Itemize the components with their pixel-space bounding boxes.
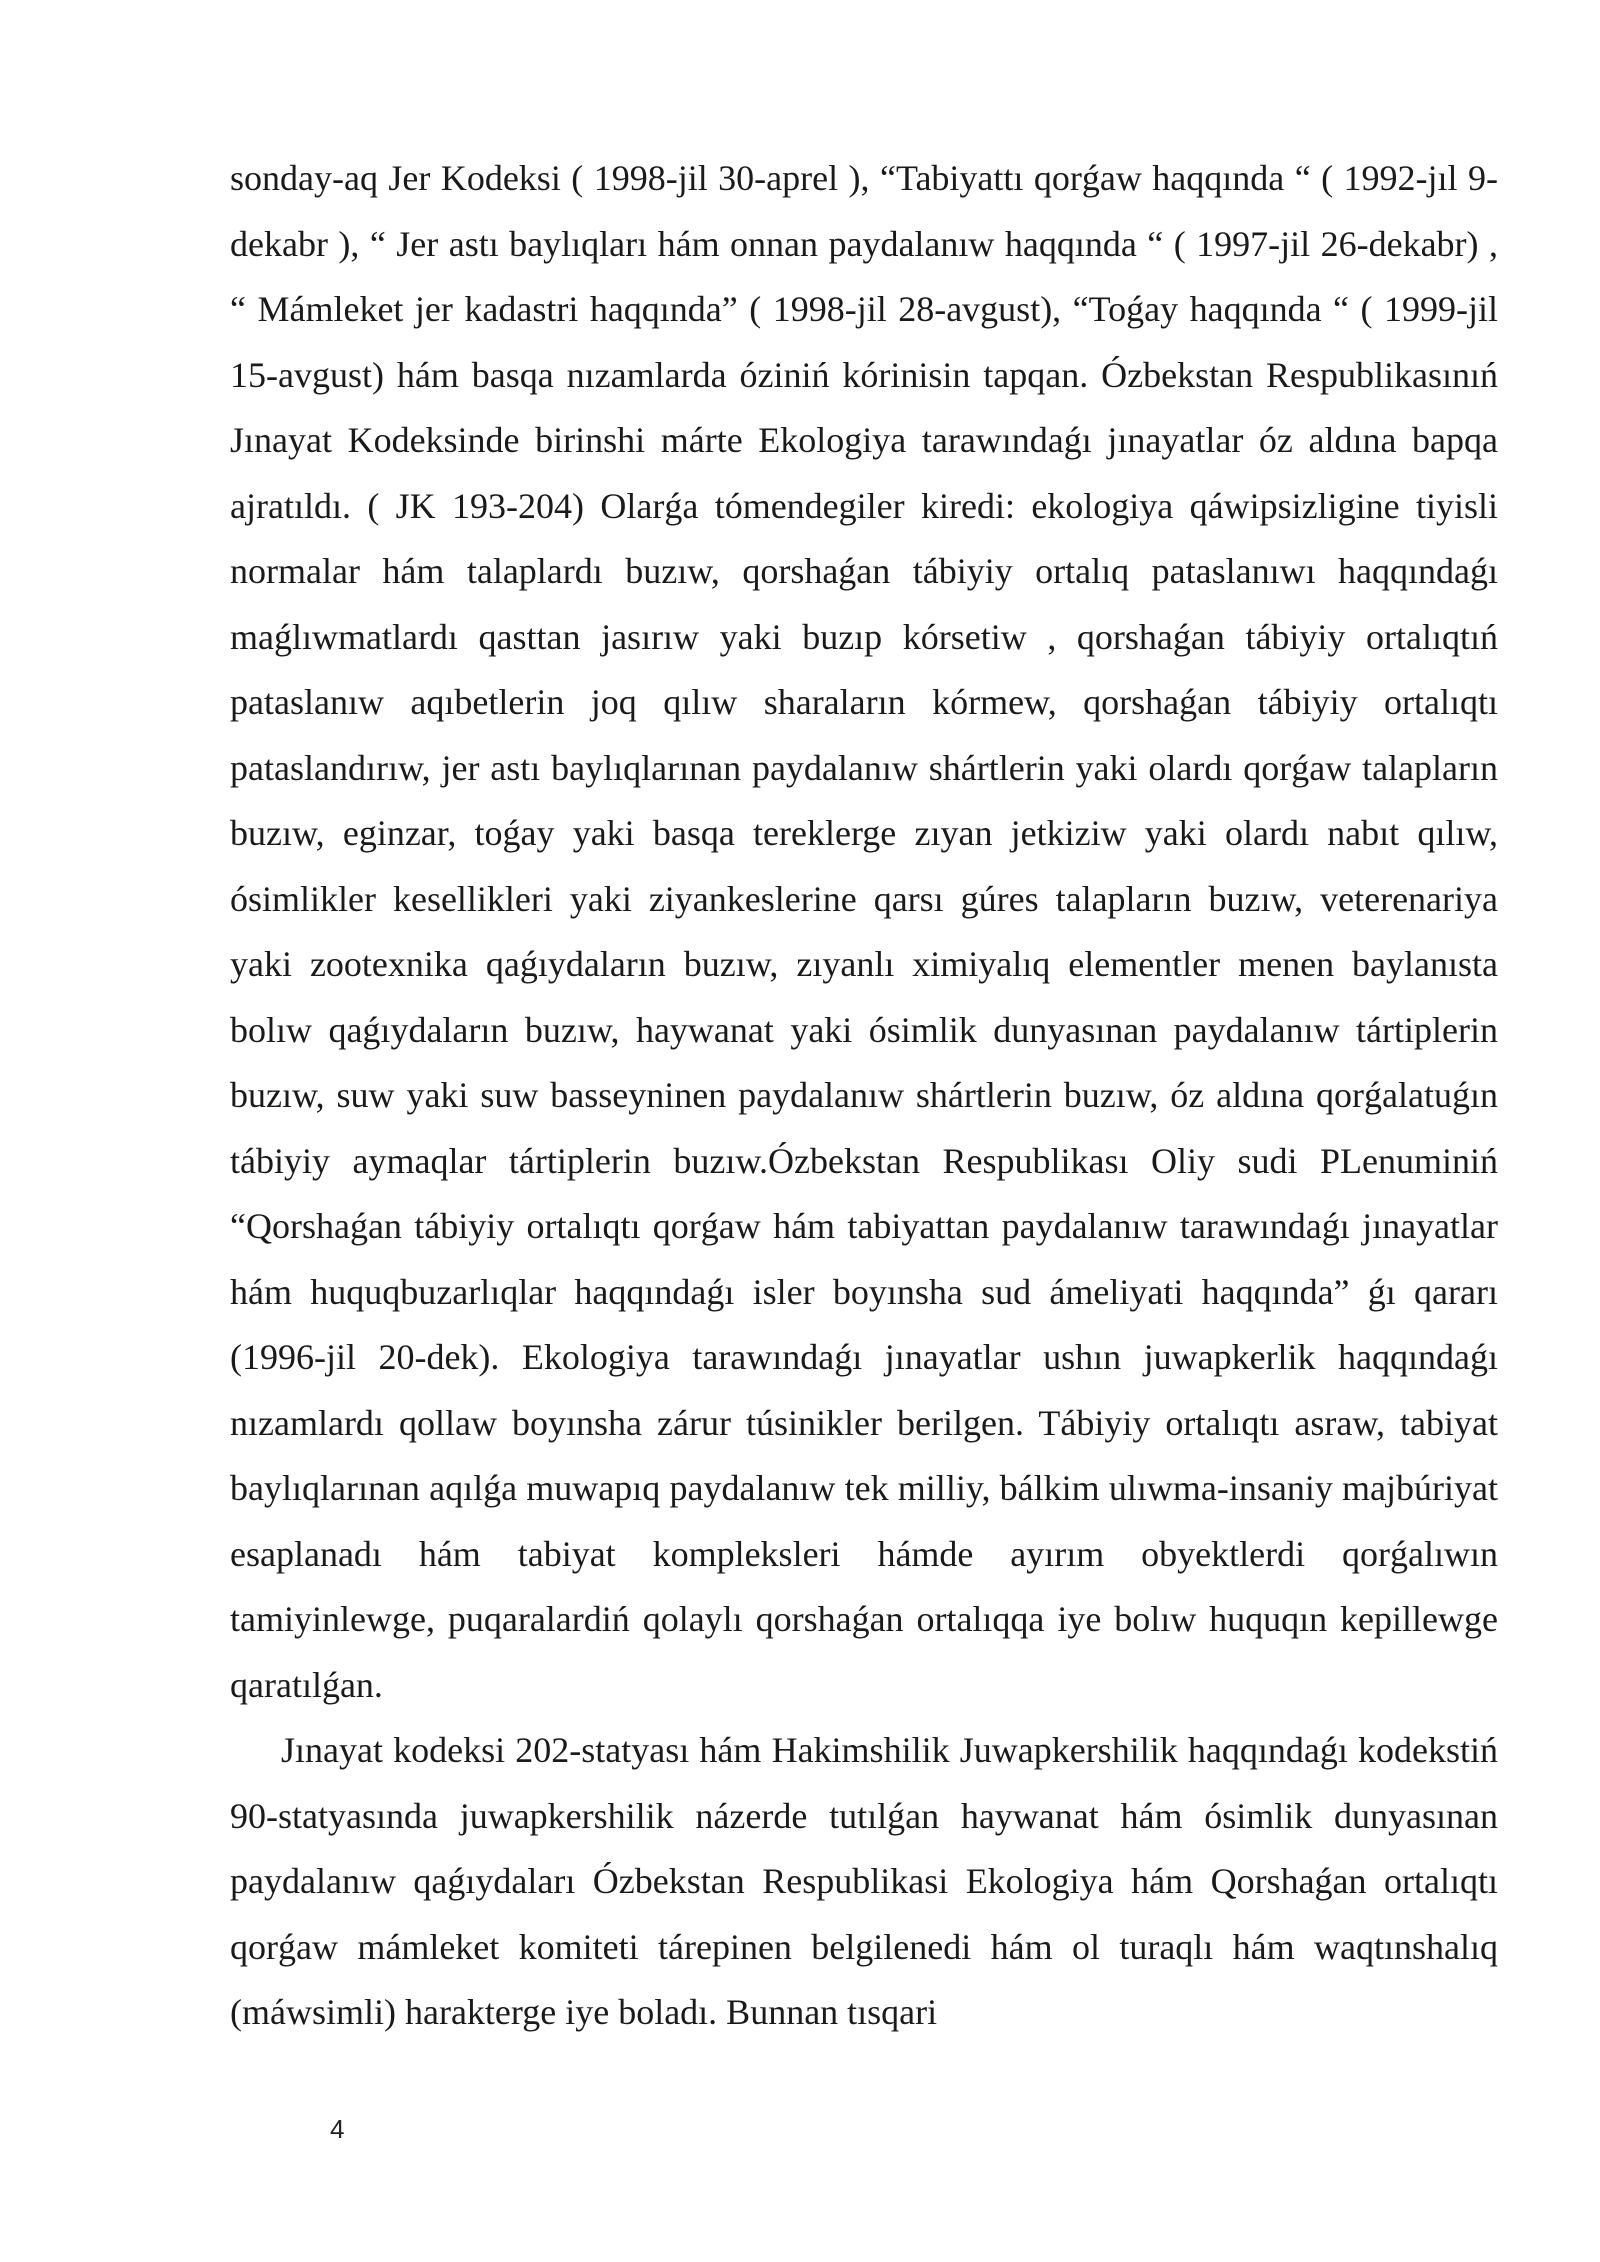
paragraph-1: sonday-aq Jer Kodeksi ( 1998-jil 30-aprel ), “Tabiyattı qorǵaw haqqında “ ( 1992-jıl 9-dekabr ), “ Jer astı baylıqları hám onnan paydalanıw haqqında “ ( 1997-jil 26-dekabr) , “ Mámleket jer kadastri haqqında” ( 1998-jil 28-avgust), “Toǵay haqqında “ ( 1999-jil 15-avgust) hám basqa nızamlarda óziniń kórinisin tapqan. Ózbekstan Respublikasınıń Jınayat Kodeksinde birinshi márte Ekologiya tarawındaǵı jınayatlar óz aldına bapqa ajratıldı. ( JK 193-204) Olarǵa tómendegiler kiredi: ekologiya qáwipsizligine tiyisli normalar hám talaplardı buzıw, qorshaǵan tábiyiy ortalıq pataslanıwı haqqındaǵı maǵlıwmatlardı qasttan jasırıw yaki buzıp kórsetiw , qorshaǵan tábiyiy ortalıqtıń pataslanıw aqıbetlerin joq qılıw sharaların kórmew, qorshaǵan tábiyiy ortalıqtı pataslandırıw, jer astı baylıqlarınan paydalanıw shártlerin yaki olardı qorǵaw talapların buzıw, eginzar, toǵay yaki basqa tereklerge zıyan jetkiziw yaki olardı nabıt qılıw, ósimlikler kesellikleri yaki ziyankeslerine qarsı gúres talapların buzıw, veterenariya yaki zootexnika qaǵıydaların buzıw, zıyanlı ximiyalıq elementler menen baylanısta bolıw qaǵıydaların buzıw, haywanat yaki ósimlik dunyasınan paydalanıw tártiplerin buzıw, suw yaki suw basseyninen paydalanıw shártlerin buzıw, óz aldına qorǵalatuǵın tábiyiy aymaqlar tártiplerin buzıw.Ózbekstan Respublikası Oliy sudi PLenuminiń “Qorshaǵan tábiyiy ortalıqtı qorǵaw hám tabiyattan paydalanıw tarawındaǵı jınayatlar hám huquqbuzarlıqlar haqqındaǵı isler boyınsha sud ámeliyati haqqında” ǵı qararı (1996-jil 20-dek). Ekologiya tarawındaǵı jınayatlar ushın juwapkerlik haqqındaǵı nızamlardı qollaw boyınsha zárur túsinikler berilgen. Tábiyiy ortalıqtı asraw, tabiyat baylıqlarınan aqılǵa muwapıq paydalanıw tek milliy, bálkim ulıwma-insaniy majbúriyat esaplanadı hám tabiyat kompleksleri hámde ayırım obyektlerdi qorǵalıwın tamiyinlewge, puqaralardiń qolaylı qorshaǵan ortalıqqa iye bolıw huquqın kepillewge qaratılǵan. — [230, 158, 1498, 1705]
page-number: 4 — [330, 2114, 345, 2144]
paragraph-2: Jınayat kodeksi 202-statyası hám Hakimshilik Juwapkershilik haqqındaǵı kodekstiń 90-statyasında juwapkershilik názerde tutılǵan haywanat hám ósimlik dunyasınan paydalanıw qaǵıydaları Ózbekstan Respublikasi Ekologiya hám Qorshaǵan ortalıqtı qorǵaw mámleket komiteti tárepinen belgilenedi hám ol turaqlı hám waqtınshalıq (máwsimli) harakterge iye boladı. Bunnan tısqari — [230, 1730, 1498, 2032]
body-text — [230, 146, 1498, 2046]
